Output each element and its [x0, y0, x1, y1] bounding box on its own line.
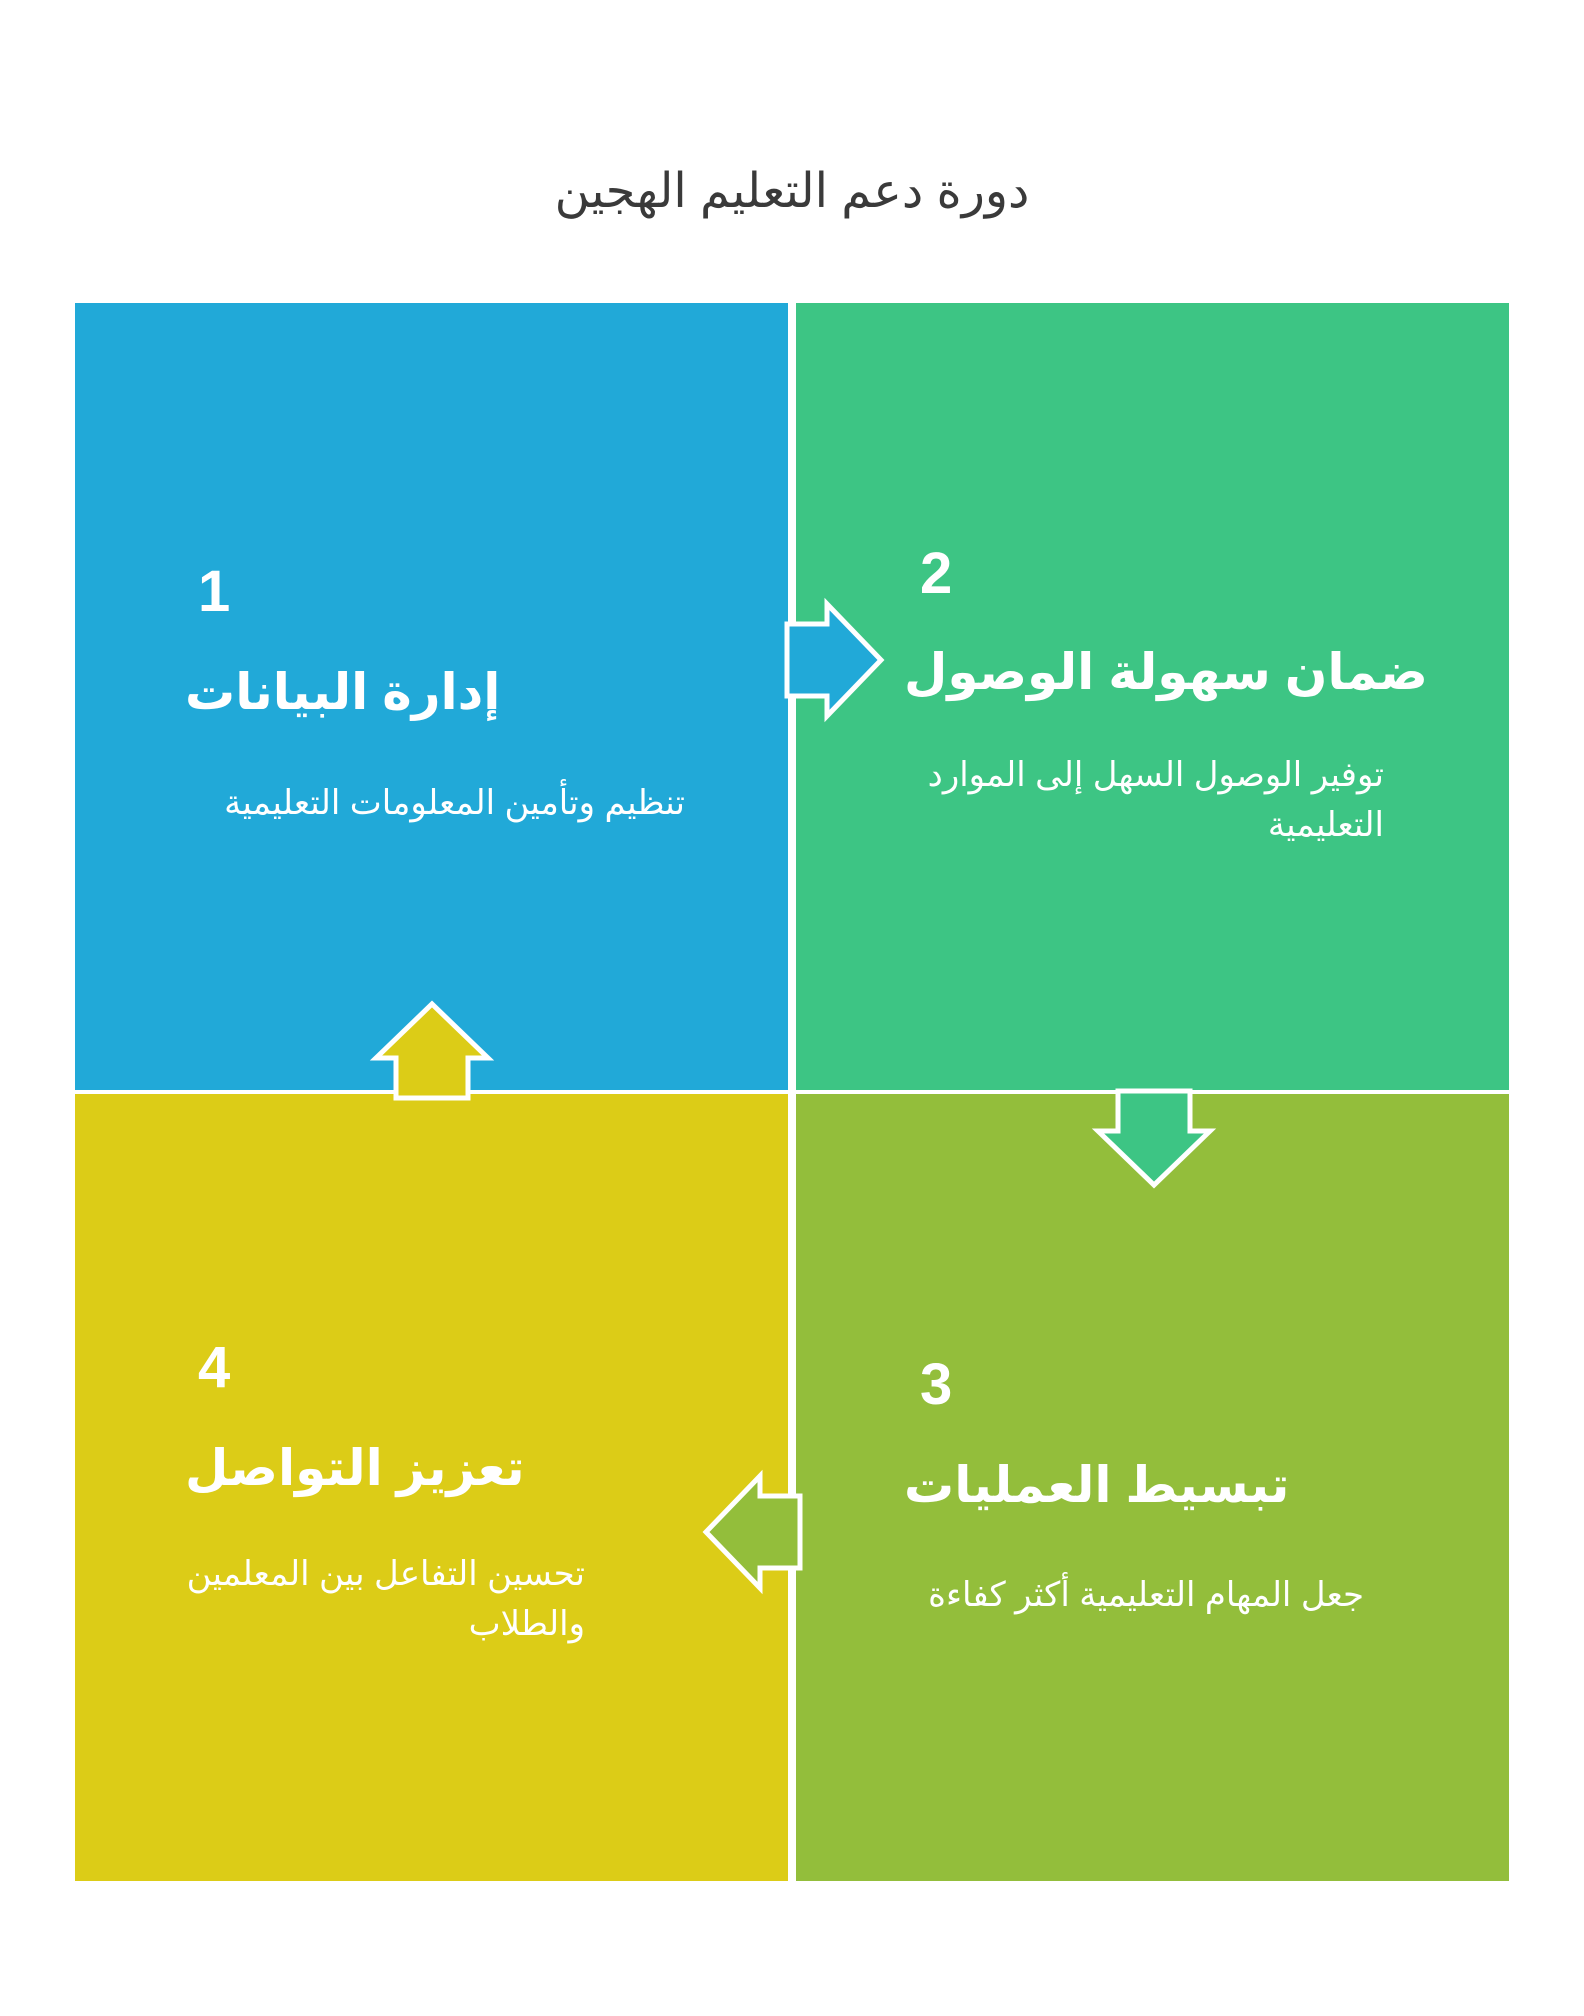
step-description: جعل المهام التعليمية أكثر كفاءة — [928, 1576, 1364, 1614]
quadrant-enhance-communication — [75, 1094, 788, 1881]
quadrant-ensure-accessibility — [796, 303, 1509, 1090]
step-number: 3 — [920, 1352, 953, 1417]
arrow-left-icon — [702, 1472, 802, 1592]
step-number: 2 — [920, 541, 953, 606]
arrow-right-icon — [787, 600, 887, 720]
diagram-title: دورة دعم التعليم الهجين — [554, 165, 1030, 218]
step-heading: إدارة البيانات — [185, 664, 501, 720]
quadrant-simplify-processes — [796, 1094, 1509, 1881]
arrow-down-icon — [1094, 1091, 1214, 1191]
step-heading: ضمان سهولة الوصول — [904, 644, 1428, 700]
step-description: تنظيم وتأمين المعلومات التعليمية — [224, 784, 685, 822]
step-heading: تعزيز التواصل — [185, 1440, 525, 1496]
step-heading: تبسيط العمليات — [904, 1457, 1290, 1513]
step-description: تحسين التفاعل بين المعلمين والطلاب — [186, 1555, 585, 1643]
step-number: 4 — [198, 1335, 231, 1400]
arrow-up-icon — [372, 1000, 492, 1100]
step-number: 1 — [198, 559, 231, 624]
quadrant-data-management — [75, 303, 788, 1090]
step-description: توفير الوصول السهل إلى الموارد التعليمية — [927, 756, 1384, 844]
